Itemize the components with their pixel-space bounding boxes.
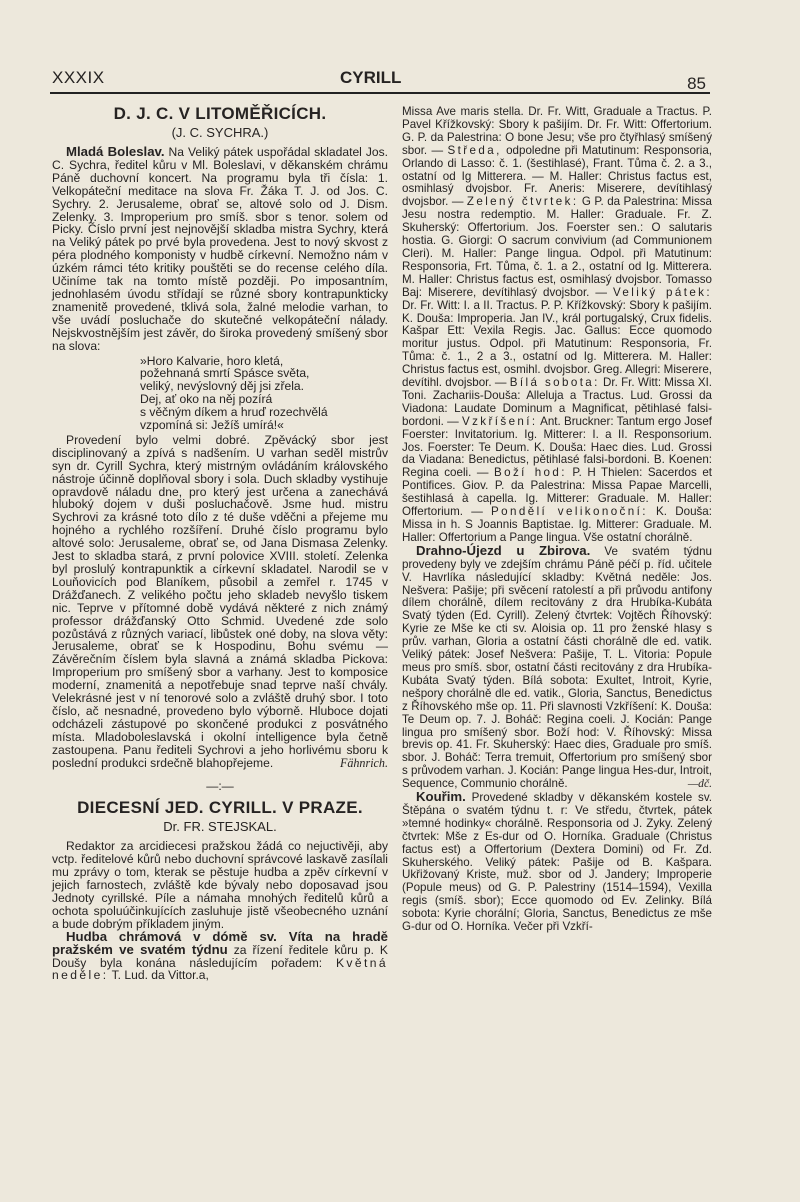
article-author-stejskal: Dr. FR. STEJSKAL. <box>163 819 277 835</box>
lead-heading: Hudba chrámová v dómě sv. Víta na hradě pražském ve svatém týdnu <box>52 928 388 957</box>
day-heading: Zelený čtvrtek: <box>466 195 579 209</box>
paragraph-editor-request <box>52 840 388 930</box>
text-run: Na Veliký pátek uspořádal skladatel Jos. C. Sychra, ředitel kůru v Ml. Boleslavi, v děkanském chrámu Páně duchovní koncert. Na programu byla tři čísla: 1. Velkopáteční meditace na slova Fr. Žáka T. J. od Jos. C. Sychry. 2. Jerusaleme, obrať se, altové solo od J. Dism. Zelenky. 3. Improperium pro smíš. sbor s tenor. solem od Picky. Číslo první jest nejnovější skladba mistra Sychry, která na Veliký pátek po prvé byla provedena. Jest to nový skvost z péra plodného komponisty v hudbě církevní. Nemožno nám v úzkém rámci této kritiky pouštěti se do recense celého díla. Učiníme tak na tomto místě později. Po imposantním, jednohlasém úvodu střídají se různé sbory kontrapunkticky znamenitě provedené, tklivá sola, žalné melodie varhan, to vše uvádí posluchače do skutečné velkopáteční nálady. Nejskvostnějším jest závěr, do široka provedený smíšený sbor na slova: <box>52 145 389 353</box>
lead-heading: Mladá Boleslav. <box>66 144 165 159</box>
text-run: Dr. Fr. Witt: Missa XI. Toni. Zachariis-Douša: Alleluja a Tractus. Lud. Grossi da Viadona: Laudate Dominum a Magnificat, pětihlasé falsi-bordoni. — <box>402 376 713 428</box>
text-run: Provedení bylo velmi dobré. Zpěvácký sbor jest disciplinovaný a zpívá s nadšením. U varhan seděl mistrův syn dr. Cyrill Sychra, který mistrným ovládáním královského nástroje účinně doplňoval sbory i sola. Duch skladby vystihuje opravdově náladu dne, pro který jest určena a zanechává hluboký dojem v duši posluchačově. Jsme hud. mistru Sychrovi za krásné toto dílo z té duše vděčni a přejeme mu hojného a rychlého rozšíření. Druhé číslo programu bylo altové solo: Jerusaleme, obrať se, od Jana Dismasa Zelenky. Jest to skladba stará, z první polovice XVIII. století. Zelenka byl proslulý kontrapunktik a církevní skladatel. Narodil se v Louňovicích pod Blaníkem, působil a zemřel r. 1745 v Drážďanech. Z velikého počtu jeho skladeb nevyšlo tiskem nic. Teprve v přítomné době vydává některé z nich známý professor drážďanský Otto Schmid. Uvedené zde solo pozůstává z různých variací, libůstek oné doby, na slova věty: Jerusaleme, obrať se k Hospodinu, Bohu svému — Závěrečním číslem byla slavná a známá skladba Pickova: Improperium pro smíšený sbor a varhany. Jest to komposice moderní, znamenitá a nepotřebuje snad teprve naší chvály. Velekrásné jest v ní tenorové solo a zvláště druhý sbor. I toto číslo, ač nesnadné, provedeno bylo výborně. Hluboce dojati odcházeli zástupové po skončené produkci z posvátného místa. Mladoboleslavská i okolní intelligence byla četně zastoupena. Panu řediteli Sychrovi a jeho horlivému sboru k poslední produkci srdečně blahopřejeme. <box>52 432 388 770</box>
journal-title: CYRILL <box>340 68 402 87</box>
paragraph-performance-review <box>52 434 388 770</box>
poem-line: Dej, ať oko na něj pozírá <box>140 392 273 407</box>
text-run: za řízení ředitele kůru p. K Doušy byla konána následujícím pořadem: <box>52 942 388 970</box>
paragraph-kourim <box>402 791 712 934</box>
text-run: Ant. Bruckner: Tantum ergo Josef Foerster: Invitatorium. Ig. Mitterer: I. a II. Responsorium. Jos. Foerster: Te Deum. K. Douša: Haec dies. Lud. Grossi da Viadana: Benedictus, pětihlasé falsi-bordoni. B. Koenen: Regina coeli. — <box>402 414 712 480</box>
paragraph-vitus-cathedral <box>52 928 388 983</box>
article-author-sychra: (J. C. SYCHRA.) <box>171 125 269 140</box>
text-run: Dr. Fr. Witt: I. a II. Tractus. P. P. Křížkovský: Sbory k pašijím. K. Douša: Improperia. Jan IV., král portugalský, Crux fidelis. Kašpar Ett: Vexila Regis. Jac. Gallus: Ecce quomodo moritur justus. Odpol. při Matutinum: Responsoria, Fr. Tůma: č. 1., 2 a 3., ostatní od Ig. Mitterera. M. Haller: Christus factus est, osmihl. dvojsbor. Greg. Allegri: Miserere, devítihl. dvojsbor. — <box>402 298 712 390</box>
page-number: 85 <box>687 74 706 93</box>
article-title-praha: DIECESNÍ JED. CYRILL. V PRAZE. <box>77 798 363 818</box>
day-heading: Středa, <box>447 143 502 157</box>
poem-line: »Horo Kalvarie, horo kletá, <box>140 353 284 368</box>
signature: —dč. <box>687 777 712 791</box>
article-title-litomerice: D. J. C. V LITOMĚŘICÍCH. <box>113 104 327 123</box>
left-column <box>52 104 388 982</box>
poem-line: veliký, nevýslovný děj jsi zřela. <box>140 379 304 394</box>
paragraph-drahno-ujezd <box>402 542 712 791</box>
day-heading: Bílá sobota: <box>509 376 600 390</box>
text-run: Provedené skladby v děkanském kostele sv. Štěpána o svatém týdnu t. r: Ve středu, čtvrtek, pátek »temné hodinky« chorálně. Responsoria od J. Zyky. Zelený čtvrtek: Mše z Es-dur od O. Horníka. Graduale (Christus factus est) a Offertorium (Dextera Domini) od Fr. Zd. Skuherského. Veliký pátek: Pašije od B. Kašpara. Ukřižovaný Kriste, muž. sbor od J. Jandery; Improperie (Popule meus) od G. P. Palestriny (1514–1594), Vexilla regis (smíš. sbor); Ecce quomodo od Ev. Zelinky. Bílá sobota: Kyrie chorální; Gloria, Sanctus, Benedictus ze mše G-dur od O. Horníka. Večer při Vzkří- <box>402 791 712 934</box>
paragraph-mlada-boleslav <box>52 146 388 353</box>
text-run: Ve svatém týdnu provedeny byly ve zdejším chrámu Páně péčí p. říd. učitele V. Havrlíka následující skladby: Květná neděle: Jos. Nešvera: Pašije; při svěcení ratolestí a při průvodu antifony dílem chorálně, dílem recitovány z dra Hrubíka-Kubáta Svatý týden (Ed. Cyrill). Zelený čtvrtek: Vojtěch Říhovský: Kyrie ze Mše ke cti sv. Aloisia op. 11 pro ženské hlasy s prův. varhan, Gloria a ostatní části chorálně dle ed. vatik. Veliký pátek: Josef Nešvera: Pašije, T. L. Vitoria: Popule meus pro smíš. sbor, ostatní části recitovány z dra Hrubíka-Kubáta Svatý týden. Bílá sobota: Exultet, Introit, Kyrie, nešpory chorálně dle ed. vatik., Gloria, Sanctus, Benedictus z Říhovského mše op. 11. Při slavnosti Vzkříšení: K. Douša: Te Deum op. 7. J. Boháč: Regina coeli. J. Kocián: Pange lingua pro smíšený sbor. Boží hod: V. Říhovský: Missa brevis op. 41. Fr. Skuherský: Haec dies, Graduale pro smíš. sbor. J. Boháč: Terra tremuit, Offertorium pro smíšený sbor s průvodem varhan. J. Kocián: Pange lingua Hes-dur, Introit, Sequence, Communio chorálně. <box>402 544 712 791</box>
day-heading: Boží hod: <box>493 466 567 480</box>
text-run: T. Lud. da Vittor.a, <box>108 968 209 983</box>
volume-number: XXXIX <box>52 68 105 87</box>
lead-heading: Drahno-Újezd u Zbirova. <box>416 542 591 558</box>
poem-line: s věčným díkem a hruď rozechvělá <box>140 405 328 420</box>
day-heading: Pondělí velikonoční: <box>491 505 648 519</box>
text-run: K. Douša: Missa in h. S Joannis Baptistae. Ig. Mitterer: Graduale. M. Haller: Offertorium a Pange lingua. Vše ostatní chorálně. <box>402 505 712 544</box>
day-heading: Květná neděle: <box>52 955 388 983</box>
running-header <box>50 66 710 94</box>
section-separator: —:— <box>206 778 234 793</box>
day-heading: Vzkříšení: <box>461 414 538 428</box>
day-heading: Veliký pátek: <box>612 285 712 299</box>
text-run: Redaktor za arcidiecesi pražskou žádá co nejuctivěji, aby vctp. ředitelové kůrů nebo duchovní správcové laskavě zasílali mu zprávy o tom, kterak se pěstuje hudba a zpěv církevní v jejich farnostech, zvláště kde bývaly nebo doposavad jsou Jednoty cyrillské. Píle a námaha mnohých ředitelů kůrů a ochota spoluúčinkujících zasluhuje jistě všeobecného uznání a bude dobrým příkladem jiným. <box>52 839 388 931</box>
text-run: odpoledne při Matutinum: Responsoria, Orlando di Lasso: č. 1. (šestihlasé), Frant. Tůma č. 2. a 3., ostatní od Ig Mitterera. — M. Haller: Christus factus est, osmihlasý dvojsbor. Fr. Aneris: Miserere, devítihlasý dvojsbor. — <box>402 143 713 209</box>
paragraph-holy-week-program <box>402 106 712 545</box>
poem-line: požehnaná smrtí Spásce světa, <box>140 366 310 381</box>
poem <box>140 355 388 432</box>
text-run: P. H Thielen: Sacerdos et Pontifices. Giov. P. da Palestrina: Missa Papae Marcelli, šestihlasá à capella. Ig. Mitterer: Graduale. M. Haller: Offertorium. — <box>402 466 712 519</box>
text-run: Missa Ave maris stella. Dr. Fr. Witt, Graduale a Tractus. P. Pavel Křížkovský: Sbory k pašijím. Dr. Fr. Witt: Offertorium. G. P. da Palestrina: O bone Jesu; vše pro čtyřhlasý smíšený sbor. — <box>402 105 712 157</box>
text-run: G P. da Palestrina: Missa Jesu nostra redemptio. M. Haller: Graduale. Fr. Z. Skuherský: Offertorium. Jos. Foerster sen.: O salutaris hostia. G. Giorgi: O sacrum convivium (ad Communionem Cleri). M. Haller: Pange lingua. Odpol. při Matutinum: Responsoria, Frt. Tůma, č. 1. a 2., ostatní od Ig. Mitterera. M. Haller: Christus factus est, osmihlasý dvojsbor. Tomasso Baj: Miserere, devítihlasý dvojsbor. — <box>402 195 712 299</box>
right-column <box>402 106 712 934</box>
poem-line: vzpomíná si: Ježíš umírá!« <box>140 418 284 433</box>
signature: Fähnrich. <box>339 755 388 770</box>
lead-heading: Kouřim. <box>416 789 466 805</box>
